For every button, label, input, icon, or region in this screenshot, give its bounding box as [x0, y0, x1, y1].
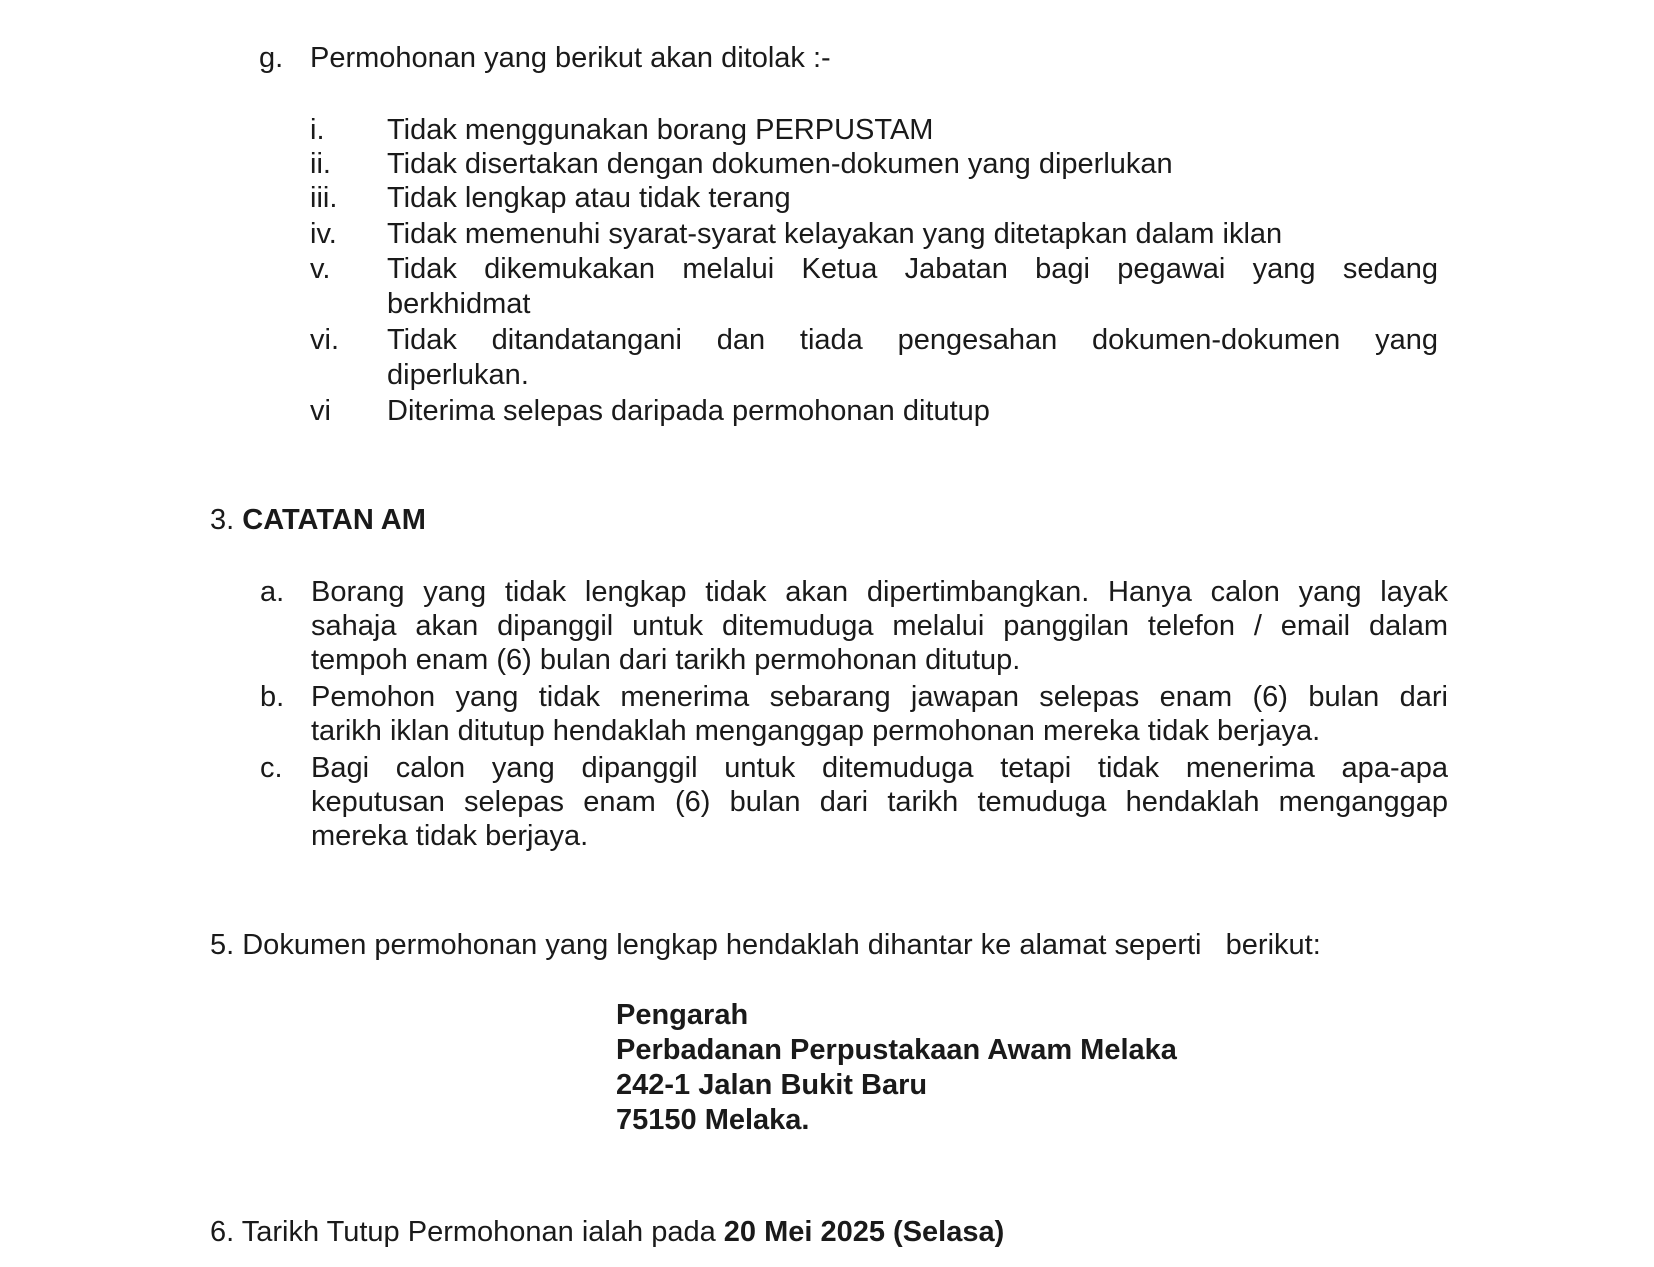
list-item-text: Tidak memenuhi syarat-syarat kelayakan yang ditetapkan dalam iklan — [387, 218, 1283, 250]
list-item-marker: ii. — [310, 148, 331, 180]
list-item-text: Tidak disertakan dengan dokumen-dokumen yang diperlukan — [387, 148, 1173, 180]
section-6-text — [210, 1215, 1004, 1249]
section-5-text: 5. Dokumen permohonan yang lengkap hendaklah dihantar ke alamat seperti berikut: — [210, 929, 1321, 961]
address-line: 75150 Melaka. — [616, 1104, 810, 1136]
list-item-text-continued: diperlukan. — [387, 359, 529, 391]
paragraph-line: tarikh iklan ditutup hendaklah menganggap permohonan mereka tidak berjaya. — [311, 715, 1321, 747]
paragraph-line: keputusan selepas enam (6) bulan dari tarikh temuduga hendaklah menganggap — [311, 786, 1448, 818]
list-item-marker: iv. — [310, 218, 337, 250]
catatan-item-b — [311, 680, 1448, 748]
list-item-marker: v. — [310, 253, 331, 285]
list-item-marker: c. — [260, 752, 283, 784]
section-3-number: 3. — [210, 504, 235, 536]
list-item-marker: b. — [260, 681, 285, 713]
list-item-text: Tidak ditandatangani dan tiada pengesahan dokumen-dokumen yang — [387, 324, 1438, 356]
list-item-text: Tidak menggunakan borang PERPUSTAM — [387, 114, 934, 146]
list-item-marker: vi. — [310, 324, 339, 356]
catatan-item-a — [311, 575, 1448, 677]
address-line: Pengarah — [616, 999, 749, 1031]
section-3-title: CATATAN AM — [242, 504, 426, 536]
list-item-text-continued: berkhidmat — [387, 288, 531, 320]
section-g-marker: g. — [259, 42, 284, 74]
paragraph-line: mereka tidak berjaya. — [311, 820, 589, 852]
paragraph-line: Bagi calon yang dipanggil untuk ditemuduga tetapi tidak menerima apa-apa — [311, 752, 1448, 784]
catatan-item-c — [311, 751, 1448, 853]
section-3-heading — [210, 503, 426, 537]
list-item-marker: i. — [310, 114, 325, 146]
closing-date: 20 Mei 2025 (Selasa) — [723, 1216, 1005, 1248]
address-line: Perbadanan Perpustakaan Awam Melaka — [616, 1034, 1177, 1066]
section-g-heading: Permohonan yang berikut akan ditolak :- — [310, 42, 831, 74]
list-item-marker: vi — [310, 395, 331, 427]
list-item-text: Tidak lengkap atau tidak terang — [387, 182, 791, 214]
list-item-text: Diterima selepas daripada permohonan ditutup — [387, 395, 990, 427]
closing-date-label: 6. Tarikh Tutup Permohonan ialah pada — [210, 1216, 724, 1248]
paragraph-line: sahaja akan dipanggil untuk ditemuduga melalui panggilan telefon / email dalam — [311, 610, 1448, 642]
paragraph-line: Pemohon yang tidak menerima sebarang jawapan selepas enam (6) bulan dari — [311, 681, 1448, 713]
address-line: 242-1 Jalan Bukit Baru — [616, 1069, 928, 1101]
list-item-text: Tidak dikemukakan melalui Ketua Jabatan bagi pegawai yang sedang — [387, 253, 1438, 285]
list-item-marker: a. — [260, 576, 285, 608]
paragraph-line: tempoh enam (6) bulan dari tarikh permohonan ditutup. — [311, 644, 1021, 676]
paragraph-line: Borang yang tidak lengkap tidak akan dipertimbangkan. Hanya calon yang layak — [311, 576, 1448, 608]
list-item-marker: iii. — [310, 182, 338, 214]
